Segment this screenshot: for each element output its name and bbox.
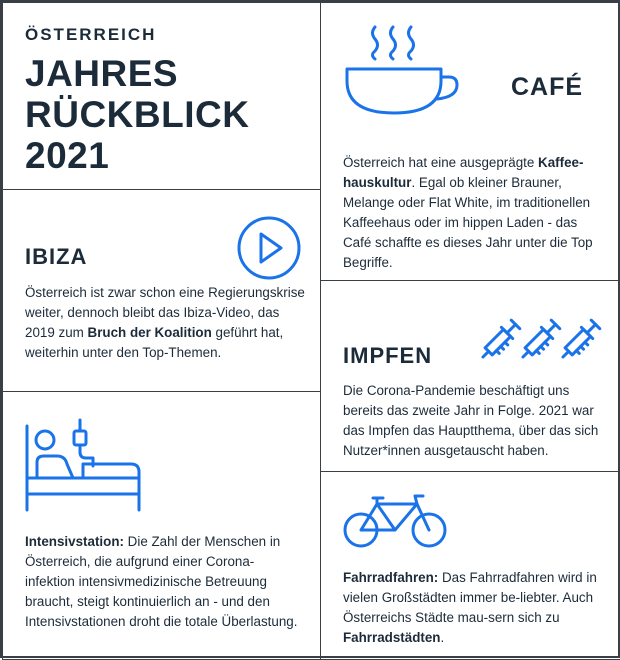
cafe-text-bold: Kaffee-hauskultur	[343, 155, 584, 190]
fahrrad-panel	[320, 471, 620, 660]
impfen-panel	[320, 280, 620, 472]
title-block	[25, 25, 249, 176]
fahrrad-text-bold-end: Fahrradstädten	[343, 630, 441, 645]
intensiv-text-bold: Intensivstation:	[25, 534, 124, 549]
ibiza-text-start: Österreich ist zwar schon eine Regierungskrise weiter, dennoch bleibt das Ibiza-Video, das 2019 zum	[25, 285, 305, 340]
cafe-text-start: Österreich hat eine ausgeprägte	[343, 155, 539, 170]
impfen-text: Die Corona-Pandemie beschäftigt uns bereits das zweite Jahr in Folge. 2021 war das Impfen das Hauptthema, über das sich Nutzer*innen ausgetauscht haben.	[343, 383, 599, 458]
cafe-text	[343, 153, 605, 273]
cafe-text-end: . Egal ob kleiner Brauner, Melange oder Flat White, im traditionellen Kaffeehaus oder im hippen Laden - das Café schaffte es dieses Jahr unter die Top Begriffe.	[343, 175, 593, 270]
intensiv-text-body: Die Zahl der Menschen in Österreich, die aufgrund einer Corona-infektion intensivmedizinische Betreuung braucht, steigt kontinuierlich an - und den Intensivstationen droht die totale Überlastung.	[25, 534, 298, 629]
title-line-2: RÜCKBLICK	[25, 94, 250, 135]
hospital-bed-icon	[23, 418, 153, 518]
intensiv-text	[25, 532, 300, 632]
ibiza-text	[25, 283, 305, 363]
play-icon	[235, 214, 305, 284]
syringe-icon	[479, 301, 609, 361]
ibiza-heading: IBIZA	[25, 244, 88, 269]
ibiza-text-end: geführt hat, weiterhin unter den Top-Themen.	[25, 325, 284, 360]
fahrrad-text-end: .	[440, 630, 445, 645]
cafe-panel	[320, 2, 620, 281]
title-line-1: JAHRES	[25, 53, 179, 94]
title-kicker: ÖSTERREICH	[25, 25, 157, 44]
fahrrad-text-body: Das Fahrradfahren wird in vielen Großstädten immer be-liebter. Auch Österreichs Städte mau-sern sich zu	[343, 570, 597, 625]
ibiza-text-bold: Bruch der Koalition	[87, 325, 212, 340]
fahrrad-text-bold: Fahrradfahren:	[343, 570, 439, 585]
fahrrad-text	[343, 568, 605, 648]
coffee-cup-icon	[345, 25, 465, 135]
cafe-heading: CAFÉ	[511, 73, 584, 101]
bicycle-icon	[343, 494, 453, 554]
title-line-3: 2021	[25, 135, 110, 176]
intensiv-panel	[2, 391, 321, 660]
title-panel	[2, 2, 321, 190]
ibiza-panel	[2, 189, 321, 392]
impfen-heading: IMPFEN	[343, 343, 433, 368]
